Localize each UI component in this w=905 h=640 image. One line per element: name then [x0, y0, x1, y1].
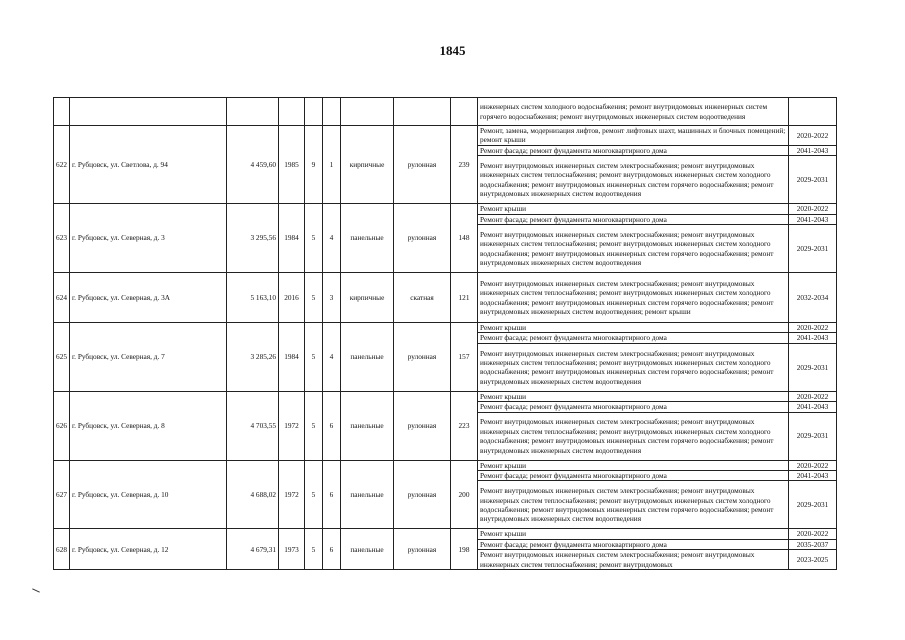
year-cell: 1973	[279, 529, 305, 570]
table-body	[54, 98, 837, 570]
address-cell: г. Рубцовск, ул. Северная, д. 12	[70, 529, 227, 570]
address-cell	[70, 98, 227, 126]
repair-work-cell: Ремонт крыши	[478, 460, 789, 470]
apartments-cell: 239	[451, 126, 478, 204]
apartments-cell: 198	[451, 529, 478, 570]
apartments-cell: 121	[451, 273, 478, 323]
repair-work-cell: инженерных систем холодного водоснабжения; ремонт внутридомовых инженерных систем горячего водоснабжения; ремонт внутридомовых инженерных систем водоотведения	[478, 98, 789, 126]
repair-work-cell: Ремонт, замена, модернизация лифтов, ремонт лифтовых шахт, машинных и блочных помещений; ремонт крыши	[478, 126, 789, 146]
repair-work-cell: Ремонт крыши	[478, 391, 789, 401]
repair-period-cell: 2029-2031	[789, 225, 837, 273]
table-row	[54, 460, 837, 470]
repair-period-cell: 2041-2043	[789, 214, 837, 224]
floors-cell: 5	[305, 529, 323, 570]
repair-period-cell: 2029-2031	[789, 412, 837, 460]
roof-type-cell: скатная	[394, 273, 451, 323]
repair-work-cell: Ремонт внутридомовых инженерных систем электроснабжения; ремонт внутридомовых инженерных систем теплоснабжения; ремонт внутридомовых инженерных систем холодного водоснабжения; ремонт внутридомовых инженерных систем горячего водоснабжения; ремонт внутридомовых инженерных систем водоотведения	[478, 412, 789, 460]
repair-work-cell: Ремонт крыши	[478, 529, 789, 539]
repair-period-cell: 2041-2043	[789, 402, 837, 412]
entrances-cell: 1	[323, 126, 341, 204]
roof-type-cell: рулонная	[394, 323, 451, 392]
repair-period-cell: 2020-2022	[789, 126, 837, 146]
floors-cell: 5	[305, 391, 323, 460]
table-row	[54, 391, 837, 401]
repair-period-cell: 2020-2022	[789, 529, 837, 539]
repair-period-cell: 2020-2022	[789, 323, 837, 333]
table-row	[54, 323, 837, 333]
roof-type-cell: рулонная	[394, 460, 451, 529]
year-cell: 1985	[279, 126, 305, 204]
page-number: 1845	[439, 43, 466, 58]
house-number-cell: 625	[54, 323, 70, 392]
apartments-cell: 200	[451, 460, 478, 529]
table-row	[54, 98, 837, 126]
house-number-cell: 622	[54, 126, 70, 204]
repair-period-cell: 2023-2025	[789, 550, 837, 570]
entrances-cell: 3	[323, 273, 341, 323]
entrances-cell: 6	[323, 460, 341, 529]
floors-cell: 5	[305, 204, 323, 273]
house-number-cell	[54, 98, 70, 126]
area-cell: 3 285,26	[227, 323, 279, 392]
repair-period-cell: 2029-2031	[789, 156, 837, 204]
repair-work-cell: Ремонт внутридомовых инженерных систем электроснабжения; ремонт внутридомовых инженерных систем теплоснабжения; ремонт внутридомовых инженерных систем холодного водоснабжения; ремонт внутридомовых инженерных систем горячего водоснабжения; ремонт внутридомовых инженерных систем водоотведения	[478, 481, 789, 529]
repair-period-cell: 2035-2037	[789, 539, 837, 549]
year-cell: 1972	[279, 391, 305, 460]
year-cell: 1984	[279, 323, 305, 392]
address-cell: г. Рубцовск, ул. Северная, д. 8	[70, 391, 227, 460]
wall-material-cell: панельные	[341, 529, 394, 570]
floors-cell: 9	[305, 126, 323, 204]
entrances-cell: 6	[323, 391, 341, 460]
address-cell: г. Рубцовск, ул. Северная, д. 7	[70, 323, 227, 392]
repair-period-cell	[789, 98, 837, 126]
repair-period-cell: 2041-2043	[789, 333, 837, 343]
floors-cell: 5	[305, 273, 323, 323]
table-row	[54, 204, 837, 214]
repair-work-cell: Ремонт фасада; ремонт фундамента многоквартирного дома	[478, 145, 789, 155]
capital-repair-table	[53, 97, 837, 570]
table-row	[54, 273, 837, 323]
area-cell: 4 459,60	[227, 126, 279, 204]
house-number-cell: 628	[54, 529, 70, 570]
area-cell	[227, 98, 279, 126]
area-cell: 4 679,31	[227, 529, 279, 570]
floors-cell: 5	[305, 460, 323, 529]
repair-work-cell: Ремонт фасада; ремонт фундамента многоквартирного дома	[478, 539, 789, 549]
repair-period-cell: 2020-2022	[789, 460, 837, 470]
house-number-cell: 624	[54, 273, 70, 323]
wall-material-cell: панельные	[341, 460, 394, 529]
entrances-cell: 4	[323, 323, 341, 392]
repair-period-cell: 2029-2031	[789, 481, 837, 529]
area-cell: 5 163,10	[227, 273, 279, 323]
scan-artifact	[32, 588, 40, 592]
floors-cell: 5	[305, 323, 323, 392]
address-cell: г. Рубцовск, ул. Светлова, д. 94	[70, 126, 227, 204]
year-cell: 1972	[279, 460, 305, 529]
table-row	[54, 126, 837, 146]
apartments-cell: 157	[451, 323, 478, 392]
wall-material-cell: панельные	[341, 391, 394, 460]
roof-type-cell: рулонная	[394, 204, 451, 273]
repair-work-cell: Ремонт внутридомовых инженерных систем электроснабжения; ремонт внутридомовых инженерных систем теплоснабжения; ремонт внутридомовых инженерных систем холодного водоснабжения; ремонт внутридомовых инженерных систем горячего водоснабжения; ремонт внутридомовых инженерных систем водоотведения	[478, 225, 789, 273]
house-number-cell: 623	[54, 204, 70, 273]
year-cell: 1984	[279, 204, 305, 273]
area-cell: 3 295,56	[227, 204, 279, 273]
repair-period-cell: 2041-2043	[789, 145, 837, 155]
roof-type-cell: рулонная	[394, 391, 451, 460]
repair-work-cell: Ремонт фасада; ремонт фундамента многоквартирного дома	[478, 333, 789, 343]
roof-type-cell: рулонная	[394, 529, 451, 570]
wall-material-cell: панельные	[341, 204, 394, 273]
repair-period-cell: 2020-2022	[789, 204, 837, 214]
floors-cell	[305, 98, 323, 126]
table-row	[54, 529, 837, 539]
apartments-cell: 148	[451, 204, 478, 273]
repair-period-cell: 2041-2043	[789, 471, 837, 481]
address-cell: г. Рубцовск, ул. Северная, д. 3	[70, 204, 227, 273]
repair-period-cell: 2020-2022	[789, 391, 837, 401]
repair-work-cell: Ремонт крыши	[478, 323, 789, 333]
entrances-cell: 6	[323, 529, 341, 570]
wall-material-cell: панельные	[341, 323, 394, 392]
year-cell	[279, 98, 305, 126]
wall-material-cell	[341, 98, 394, 126]
year-cell: 2016	[279, 273, 305, 323]
entrances-cell: 4	[323, 204, 341, 273]
house-number-cell: 626	[54, 391, 70, 460]
area-cell: 4 688,02	[227, 460, 279, 529]
entrances-cell	[323, 98, 341, 126]
wall-material-cell: кирпичные	[341, 273, 394, 323]
roof-type-cell	[394, 98, 451, 126]
house-number-cell: 627	[54, 460, 70, 529]
repair-work-cell: Ремонт фасада; ремонт фундамента многоквартирного дома	[478, 471, 789, 481]
repair-work-cell: Ремонт фасада; ремонт фундамента многоквартирного дома	[478, 402, 789, 412]
repair-work-cell: Ремонт внутридомовых инженерных систем электроснабжения; ремонт внутридомовых инженерных систем теплоснабжения; ремонт внутридомовых инженерных систем холодного водоснабжения; ремонт внутридомовых инженерных систем горячего водоснабжения; ремонт внутридомовых инженерных систем водоотведения; ремонт крыши	[478, 273, 789, 323]
area-cell: 4 703,55	[227, 391, 279, 460]
repair-period-cell: 2032-2034	[789, 273, 837, 323]
address-cell: г. Рубцовск, ул. Северная, д. 10	[70, 460, 227, 529]
repair-work-cell: Ремонт крыши	[478, 204, 789, 214]
repair-work-cell: Ремонт внутридомовых инженерных систем электроснабжения; ремонт внутридомовых инженерных систем теплоснабжения; ремонт внутридомовых инженерных систем холодного водоснабжения; ремонт внутридомовых инженерных систем горячего водоснабжения; ремонт внутридомовых инженерных систем водоотведения	[478, 343, 789, 391]
repair-work-cell: Ремонт внутридомовых инженерных систем электроснабжения; ремонт внутридомовых инженерных систем теплоснабжения; ремонт внутридомовых	[478, 550, 789, 570]
repair-work-cell: Ремонт внутридомовых инженерных систем электроснабжения; ремонт внутридомовых инженерных систем теплоснабжения; ремонт внутридомовых инженерных систем холодного водоснабжения; ремонт внутридомовых инженерных систем горячего водоснабжения; ремонт внутридомовых инженерных систем водоотведения	[478, 156, 789, 204]
repair-period-cell: 2029-2031	[789, 343, 837, 391]
roof-type-cell: рулонная	[394, 126, 451, 204]
apartments-cell	[451, 98, 478, 126]
repair-work-cell: Ремонт фасада; ремонт фундамента многоквартирного дома	[478, 214, 789, 224]
wall-material-cell: кирпичные	[341, 126, 394, 204]
address-cell: г. Рубцовск, ул. Северная, д. 3А	[70, 273, 227, 323]
apartments-cell: 223	[451, 391, 478, 460]
